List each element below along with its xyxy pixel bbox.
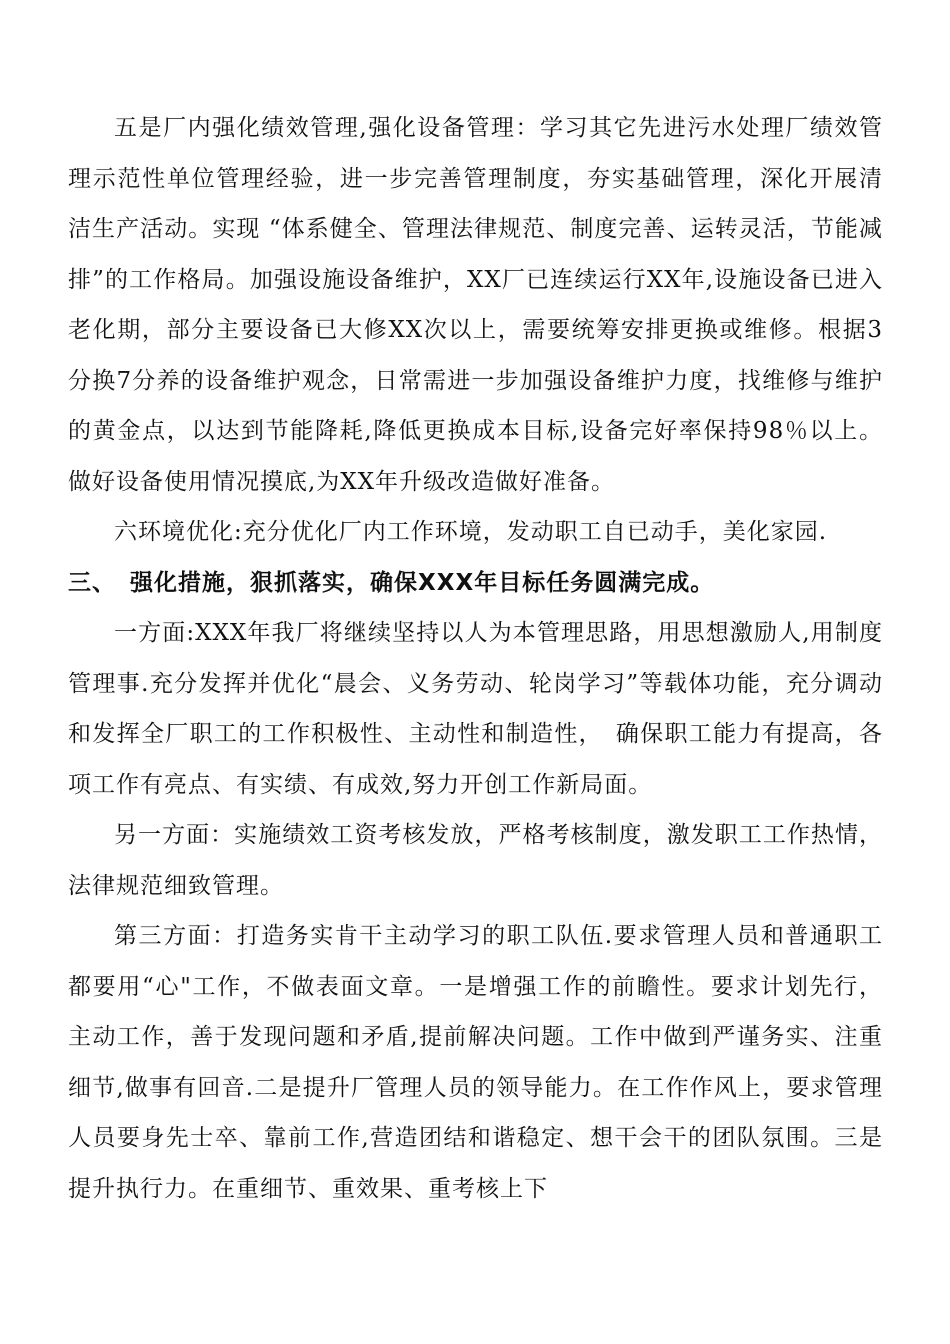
paragraph-equipment-management: 五是厂内强化绩效管理,强化设备管理：学习其它先进污水处理厂绩效管理示范性单位管理经验，进一步完善管理制度，夯实基础管理，深化开展清洁生产活动。实现 “体系健全、管理法律规范、制度完善、运转灵活，节能减排”的工作格局。加强设施设备维护，XX厂已连续运行XX年,设施设备已进入老化期，部分主要设备已大修XX次以上，需要统筹安排更换或维修。根据3分换7分养的设备维护观念，日常需进一步加强设备维护力度，找维修与维护的黄金点，以达到节能降耗,降低更换成本目标,设备完好率保持98％以上。做好设备使用情况摸底,为XX年升级改造做好准备。 (68, 115, 883, 495)
paragraph-first-aspect: 一方面:XXX年我厂将继续坚持以人为本管理思路，用思想激励人,用制度管理事.充分发挥并优化“晨会、义务劳动、轮岗学习”等载体功能，充分调动和发挥全厂职工的工作积极性、主动性和制造性， 确保职工能力有提高，各项工作有亮点、有实绩、有成效,努力开创工作新局面。 (68, 620, 883, 798)
paragraph-second-aspect: 另一方面：实施绩效工资考核发放，严格考核制度，激发职工工作热情，法律规范细致管理。 (68, 822, 883, 899)
paragraph-third-aspect: 第三方面：打造务实肯干主动学习的职工队伍.要求管理人员和普通职工都要用“心"工作，不做表面文章。一是增强工作的前瞻性。要求计划先行，主动工作，善于发现问题和矛盾,提前解决问题。工作中做到严谨务实、注重细节,做事有回音.二是提升厂管理人员的领导能力。在工作作风上，要求管理人员要身先士卒、靠前工作,营造团结和谐稳定、想干会干的团队氛围。三是提升执行力。在重细节、重效果、重考核上下 (68, 923, 883, 1202)
section-heading-number: 三、 (68, 569, 116, 596)
section-heading-3 (68, 558, 883, 609)
document-body (68, 103, 883, 1214)
section-heading-text: 强化措施，狠抓落实，确保XXX年目标任务圆满完成。 (130, 569, 715, 596)
paragraph-environment-optimization: 六环境优化:充分优化厂内工作环境，发动职工自已动手，美化家园. (114, 519, 828, 545)
